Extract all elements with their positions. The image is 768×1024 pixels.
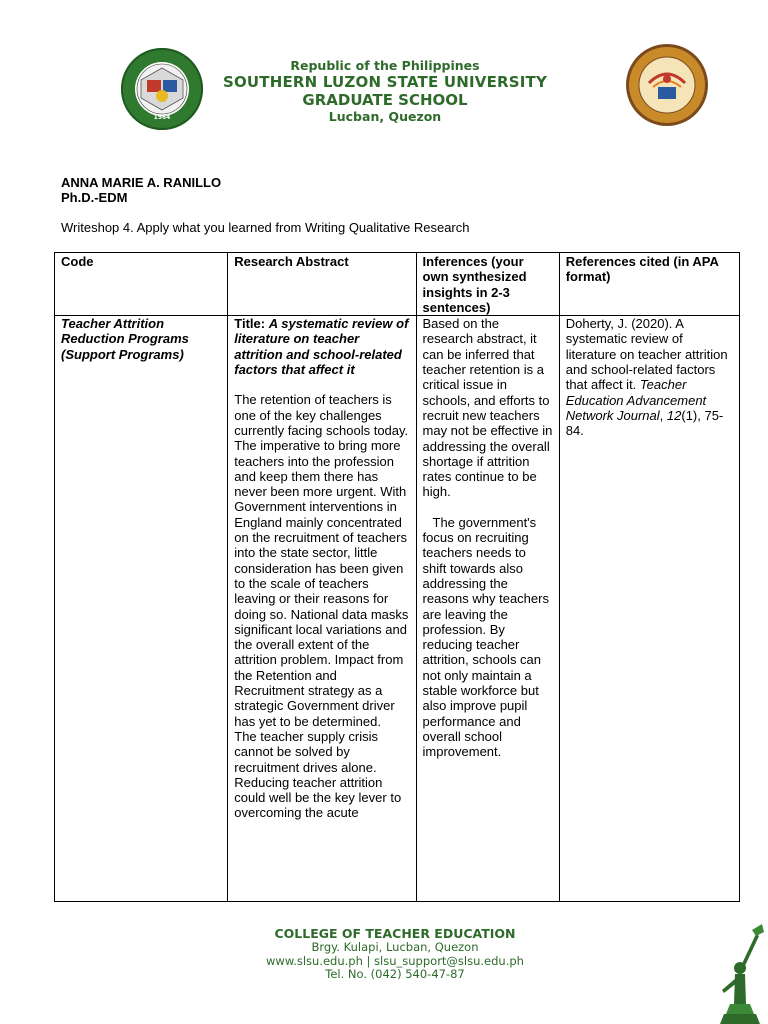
reference-volume: 12 (666, 407, 682, 423)
inferences-cell (416, 316, 559, 902)
abstract-paragraph-1: The retention of teachers is one of the key challenges currently facing schools today. The imperative to bring more teachers into the profession and keep them there has never been more urgent. With Government interventions in England mainly concentrated on the recruitment of teachers into the state sector, little consideration has been given to the scale of teachers leaving or their reasons for doing so. National data masks significant local variations and the overall extent of the attrition problem. Impact from the Retention and Recruitment strategy as a strategic Government driver has yet to be determined. (234, 392, 409, 729)
reference-separator: , (659, 407, 667, 423)
code-text: Teacher Attrition Reduction Programs (Support Programs) (61, 316, 189, 362)
abstract-cell (228, 316, 416, 902)
reference-entry (566, 316, 733, 438)
footer (240, 926, 550, 982)
reference-pages: (1), 75-84. (565, 407, 724, 439)
title-label: Title: (234, 316, 266, 332)
university-seal-icon (117, 46, 207, 132)
letterhead (0, 0, 768, 140)
reference-text: Doherty, J. (2020). A systematic review of literature on teacher attrition and school-related factors that affect it. (565, 316, 728, 393)
author-name: ANNA MARIE A. RANILLO (61, 175, 222, 190)
table-row (55, 316, 740, 902)
references-cell (559, 316, 739, 902)
author-block (61, 175, 221, 205)
location-line: Lucban, Quezon (328, 109, 442, 124)
inference-paragraph-2: The government's focus on recruiting teachers needs to shift towards also addressing the reasons why teachers are leaving the profession. By reducing teacher attrition, schools can not only maintain a stable workforce but also improve pupil performance and overall school improvement. (422, 514, 549, 760)
title-text: A systematic review of literature on teacher attrition and school-related factors that affect it (234, 316, 409, 378)
abstract-title (234, 316, 409, 377)
header-code: Code (55, 253, 228, 316)
footer-address: Brgy. Kulapi, Lucban, Quezon (311, 940, 479, 954)
graduate-school-seal-icon (625, 43, 709, 127)
footer-web: www.slsu.edu.ph | slsu_support@slsu.edu.ph (266, 953, 524, 968)
seal-year: 1964 (153, 114, 171, 121)
header-inferences: Inferences (your own synthesized insights in 2-3 sentences) (416, 253, 559, 316)
author-degree: Ph.D.-EDM (61, 190, 128, 205)
letterhead-text (200, 58, 570, 125)
inference-paragraph-1: Based on the research abstract, it can be inferred that teacher retention is a critical issue in schools, and efforts to recruit new teachers may not be effective in addressing the overall shortage if attrition rates continue to be high. (422, 316, 553, 500)
footer-tel: Tel. No. (042) 540-47-87 (325, 967, 465, 981)
statue-icon (712, 920, 768, 1024)
reference-journal: Teacher Education Advancement Network Journal (565, 377, 707, 423)
research-table (54, 252, 740, 902)
school-name: GRADUATE SCHOOL (302, 91, 468, 109)
abstract-paragraph-2: The teacher supply crisis cannot be solved by recruitment drives alone. Reducing teacher attrition could well be the key lever to overcoming the acute (234, 728, 402, 821)
header-abstract: Research Abstract (228, 253, 416, 316)
university-name: SOUTHERN LUZON STATE UNIVERSITY (222, 73, 548, 91)
republic-line: Republic of the Philippines (290, 58, 480, 73)
footer-college: COLLEGE OF TEACHER EDUCATION (274, 926, 516, 941)
code-cell (55, 316, 228, 902)
table-header-row (55, 253, 740, 316)
header-references: References cited (in APA format) (559, 253, 739, 316)
task-instruction: Writeshop 4. Apply what you learned from Writing Qualitative Research (61, 220, 470, 235)
